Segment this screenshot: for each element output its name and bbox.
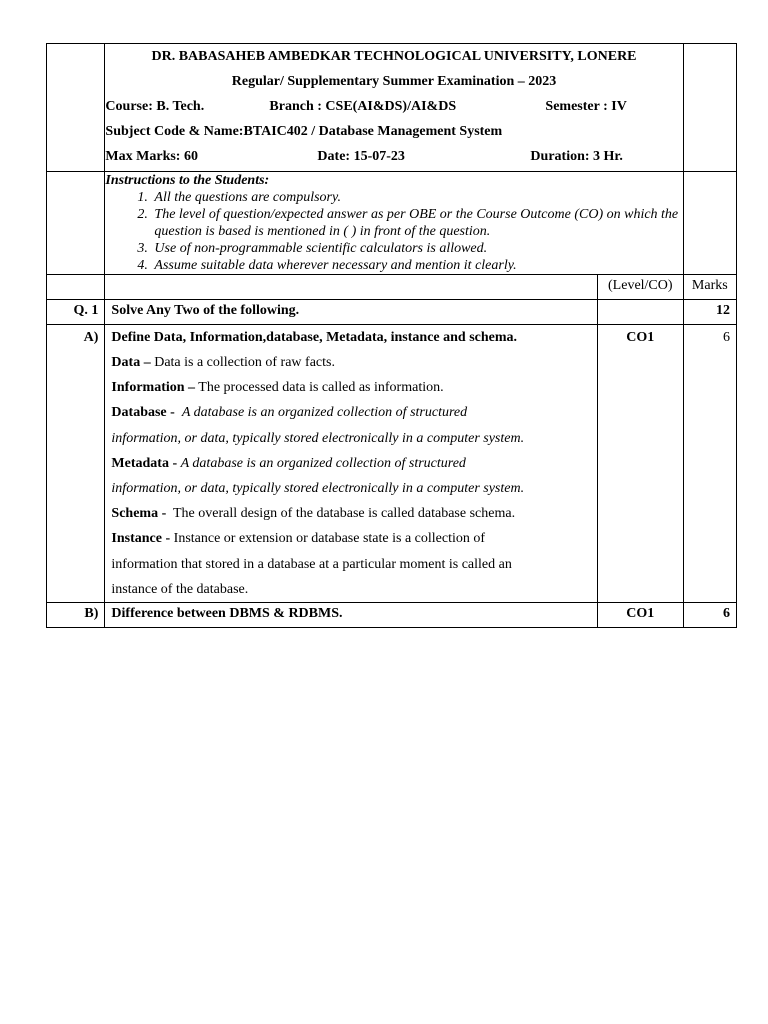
definition-instance-cont [111, 577, 591, 602]
term: Instance - [111, 531, 171, 547]
definition-information [111, 375, 591, 400]
definition-text: information that stored in a database at a particular moment is called an [111, 556, 512, 572]
question-co-cell [597, 300, 683, 325]
date-text: Date: 15-07-23 [317, 149, 405, 164]
column-header-blank-1 [47, 275, 105, 300]
definition-database-cont [111, 426, 591, 451]
instruction-item: 2. The level of question/expected answer as per OBE or the Course Outcome (CO) on which the question is based is mentioned in ( ) in front of the question. [151, 206, 682, 240]
header-block [105, 44, 683, 172]
subquestion-text: Define Data, Information,database, Metadata, instance and schema. [111, 330, 518, 345]
subquestion-marks: 6 [683, 603, 736, 628]
definition-database [111, 400, 591, 425]
course-outcome: CO1 [597, 603, 683, 628]
definition-text: The processed data is called as information. [195, 380, 444, 396]
course-text: Course: B. Tech. [105, 99, 205, 114]
instruction-item: 4. Assume suitable data wherever necessary and mention it clearly. [151, 257, 682, 274]
marks-line [105, 144, 682, 169]
question-number: Q. 1 [47, 300, 105, 325]
definition-text: The overall design of the database is called database schema. [173, 506, 516, 522]
duration-text: Duration: 3 Hr. [530, 149, 623, 164]
instructions-heading: Instructions to the Students: [105, 173, 270, 188]
question-text: Solve Any Two of the following. [105, 300, 598, 325]
course-outcome: CO1 [597, 325, 683, 603]
instructions-block [105, 172, 683, 275]
course-line [105, 94, 682, 119]
subquestion-marks: 6 [683, 325, 736, 603]
header-right-cell [683, 44, 736, 172]
column-header-blank-2 [105, 275, 598, 300]
term: Information – [111, 380, 196, 396]
definition-text: A database is an organized collection of structured [180, 455, 466, 471]
definition-metadata-cont [111, 476, 591, 501]
semester-text: Semester : IV [545, 99, 627, 114]
definition-text: information, or data, typically stored electronically in a computer system. [111, 430, 525, 446]
header-row [47, 44, 737, 172]
term: Schema - [111, 506, 167, 522]
definition-text: A database is an organized collection of structured [181, 405, 468, 421]
exam-title: Regular/ Supplementary Summer Examination – 2023 [231, 74, 557, 89]
subject-line: Subject Code & Name:BTAIC402 / Database Management System [105, 124, 503, 139]
definition-schema [111, 501, 591, 526]
instructions-list [105, 189, 682, 274]
max-marks-text: Max Marks: 60 [105, 149, 198, 164]
question-1b-row [47, 603, 737, 628]
definition-text: Data is a collection of raw facts. [150, 355, 335, 370]
definition-text: Instance or extension or database state is a collection of [173, 531, 486, 547]
instructions-row [47, 172, 737, 275]
subquestion-text: Difference between DBMS & RDBMS. [105, 603, 598, 628]
instructions-left-cell [47, 172, 105, 275]
instruction-item: 3. Use of non-programmable scientific calculators is allowed. [151, 240, 682, 257]
question-1a-row [47, 325, 737, 603]
definition-text: instance of the database. [111, 581, 249, 597]
answer-block [105, 325, 598, 603]
term: Database - [111, 405, 175, 421]
definition-metadata [111, 451, 591, 476]
university-name: DR. BABASAHEB AMBEDKAR TECHNOLOGICAL UNIVERSITY, LONERE [151, 49, 637, 64]
subquestion-label: B) [47, 603, 105, 628]
definition-text: information, or data, typically stored electronically in a computer system. [111, 481, 525, 497]
level-co-header: (Level/CO) [597, 275, 683, 300]
question-marks: 12 [683, 300, 736, 325]
instructions-right-cell [683, 172, 736, 275]
instruction-item: 1. All the questions are compulsory. [151, 189, 682, 206]
marks-header: Marks [683, 275, 736, 300]
column-header-row [47, 275, 737, 300]
exam-paper-table [46, 43, 737, 628]
definition-data [111, 350, 591, 375]
header-left-cell [47, 44, 105, 172]
term: Metadata - [111, 455, 178, 471]
subquestion-label: A) [47, 325, 105, 603]
branch-text: Branch : CSE(AI&DS)/AI&DS [269, 99, 457, 114]
term: Data – [111, 355, 151, 370]
question-1-row [47, 300, 737, 325]
definition-instance [111, 526, 591, 551]
definition-instance-cont [111, 552, 591, 577]
